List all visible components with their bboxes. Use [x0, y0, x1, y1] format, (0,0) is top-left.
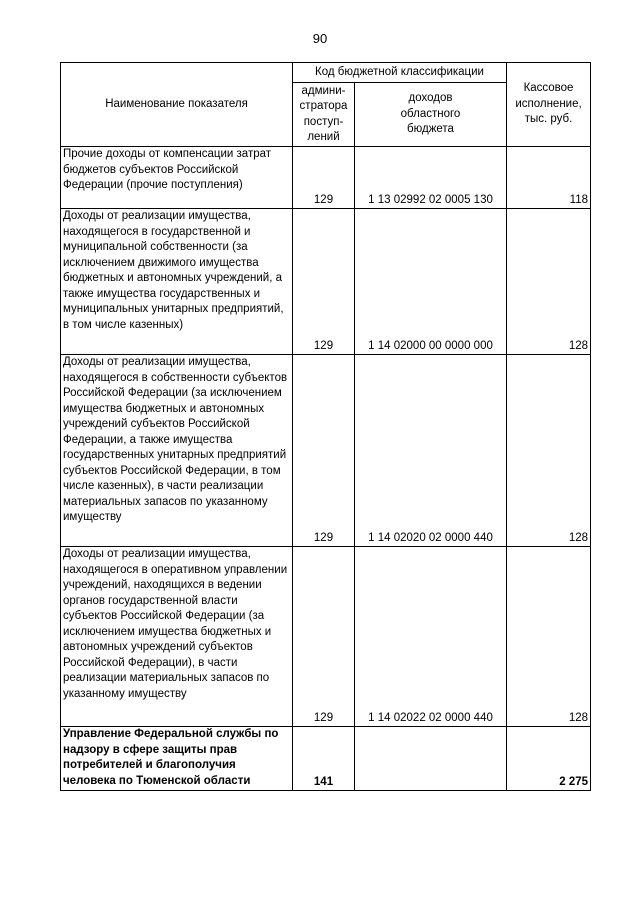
table-row-total: [61, 727, 591, 791]
header-income: доходов областного бюджета: [355, 83, 507, 147]
table-body: [61, 147, 591, 791]
budget-table: [60, 62, 591, 791]
row-code: [355, 727, 507, 791]
row-code: 1 14 02000 00 0000 000: [355, 209, 507, 355]
header-name: Наименование показателя: [61, 63, 293, 147]
row-name: Доходы от реализации имущества, находящегося в собственности субъектов Российской Федерации (за исключением имущества бюджетных и автономных учреждений субъектов Российской Федерации, а также имущества государственных унитарных предприятий субъектов Российской Федерации, в том числе казенных), в части реализации материальных запасов по указанному имуществу: [61, 355, 293, 547]
row-code: 1 13 02992 02 0005 130: [355, 147, 507, 209]
table-row: [61, 547, 591, 727]
page-number: 90: [312, 31, 328, 46]
table-header: [61, 63, 591, 147]
row-admin: 129: [293, 355, 355, 547]
row-name: Доходы от реализации имущества, находящегося в оперативном управлении учреждений, находящихся в ведении органов государственной власти субъектов Российской Федерации (за исключением имущества бюджетных и автономных учреждений субъектов Российской Федерации), в части реализации материальных запасов по указанному имуществу: [61, 547, 293, 727]
row-name: Управление Федеральной службы по надзору в сфере защиты прав потребителей и благополучия человека по Тюменской области: [61, 727, 293, 791]
row-admin: 129: [293, 147, 355, 209]
row-amount: 128: [507, 209, 591, 355]
row-admin: 141: [293, 727, 355, 791]
row-admin: 129: [293, 209, 355, 355]
row-amount: 128: [507, 355, 591, 547]
row-admin: 129: [293, 547, 355, 727]
row-name: Доходы от реализации имущества, находящегося в государственной и муниципальной собственности (за исключением движимого имущества бюджетных и автономных учреждений, а также имущества государственных и муниципальных унитарных предприятий, в том числе казенных): [61, 209, 293, 355]
row-code: 1 14 02020 02 0000 440: [355, 355, 507, 547]
table-row: [61, 355, 591, 547]
header-cash: Кассовое исполнение, тыс. руб.: [507, 63, 591, 147]
header-kbk-group: Код бюджетной классификации: [293, 63, 507, 83]
row-amount: 118: [507, 147, 591, 209]
row-code: 1 14 02022 02 0000 440: [355, 547, 507, 727]
row-amount: 128: [507, 547, 591, 727]
row-amount: 2 275: [507, 727, 591, 791]
row-name: Прочие доходы от компенсации затрат бюджетов субъектов Российской Федерации (прочие поступления): [61, 147, 293, 209]
header-admin: админи- стратора поступ- лений: [293, 83, 355, 147]
table-row: [61, 209, 591, 355]
table-row: [61, 147, 591, 209]
